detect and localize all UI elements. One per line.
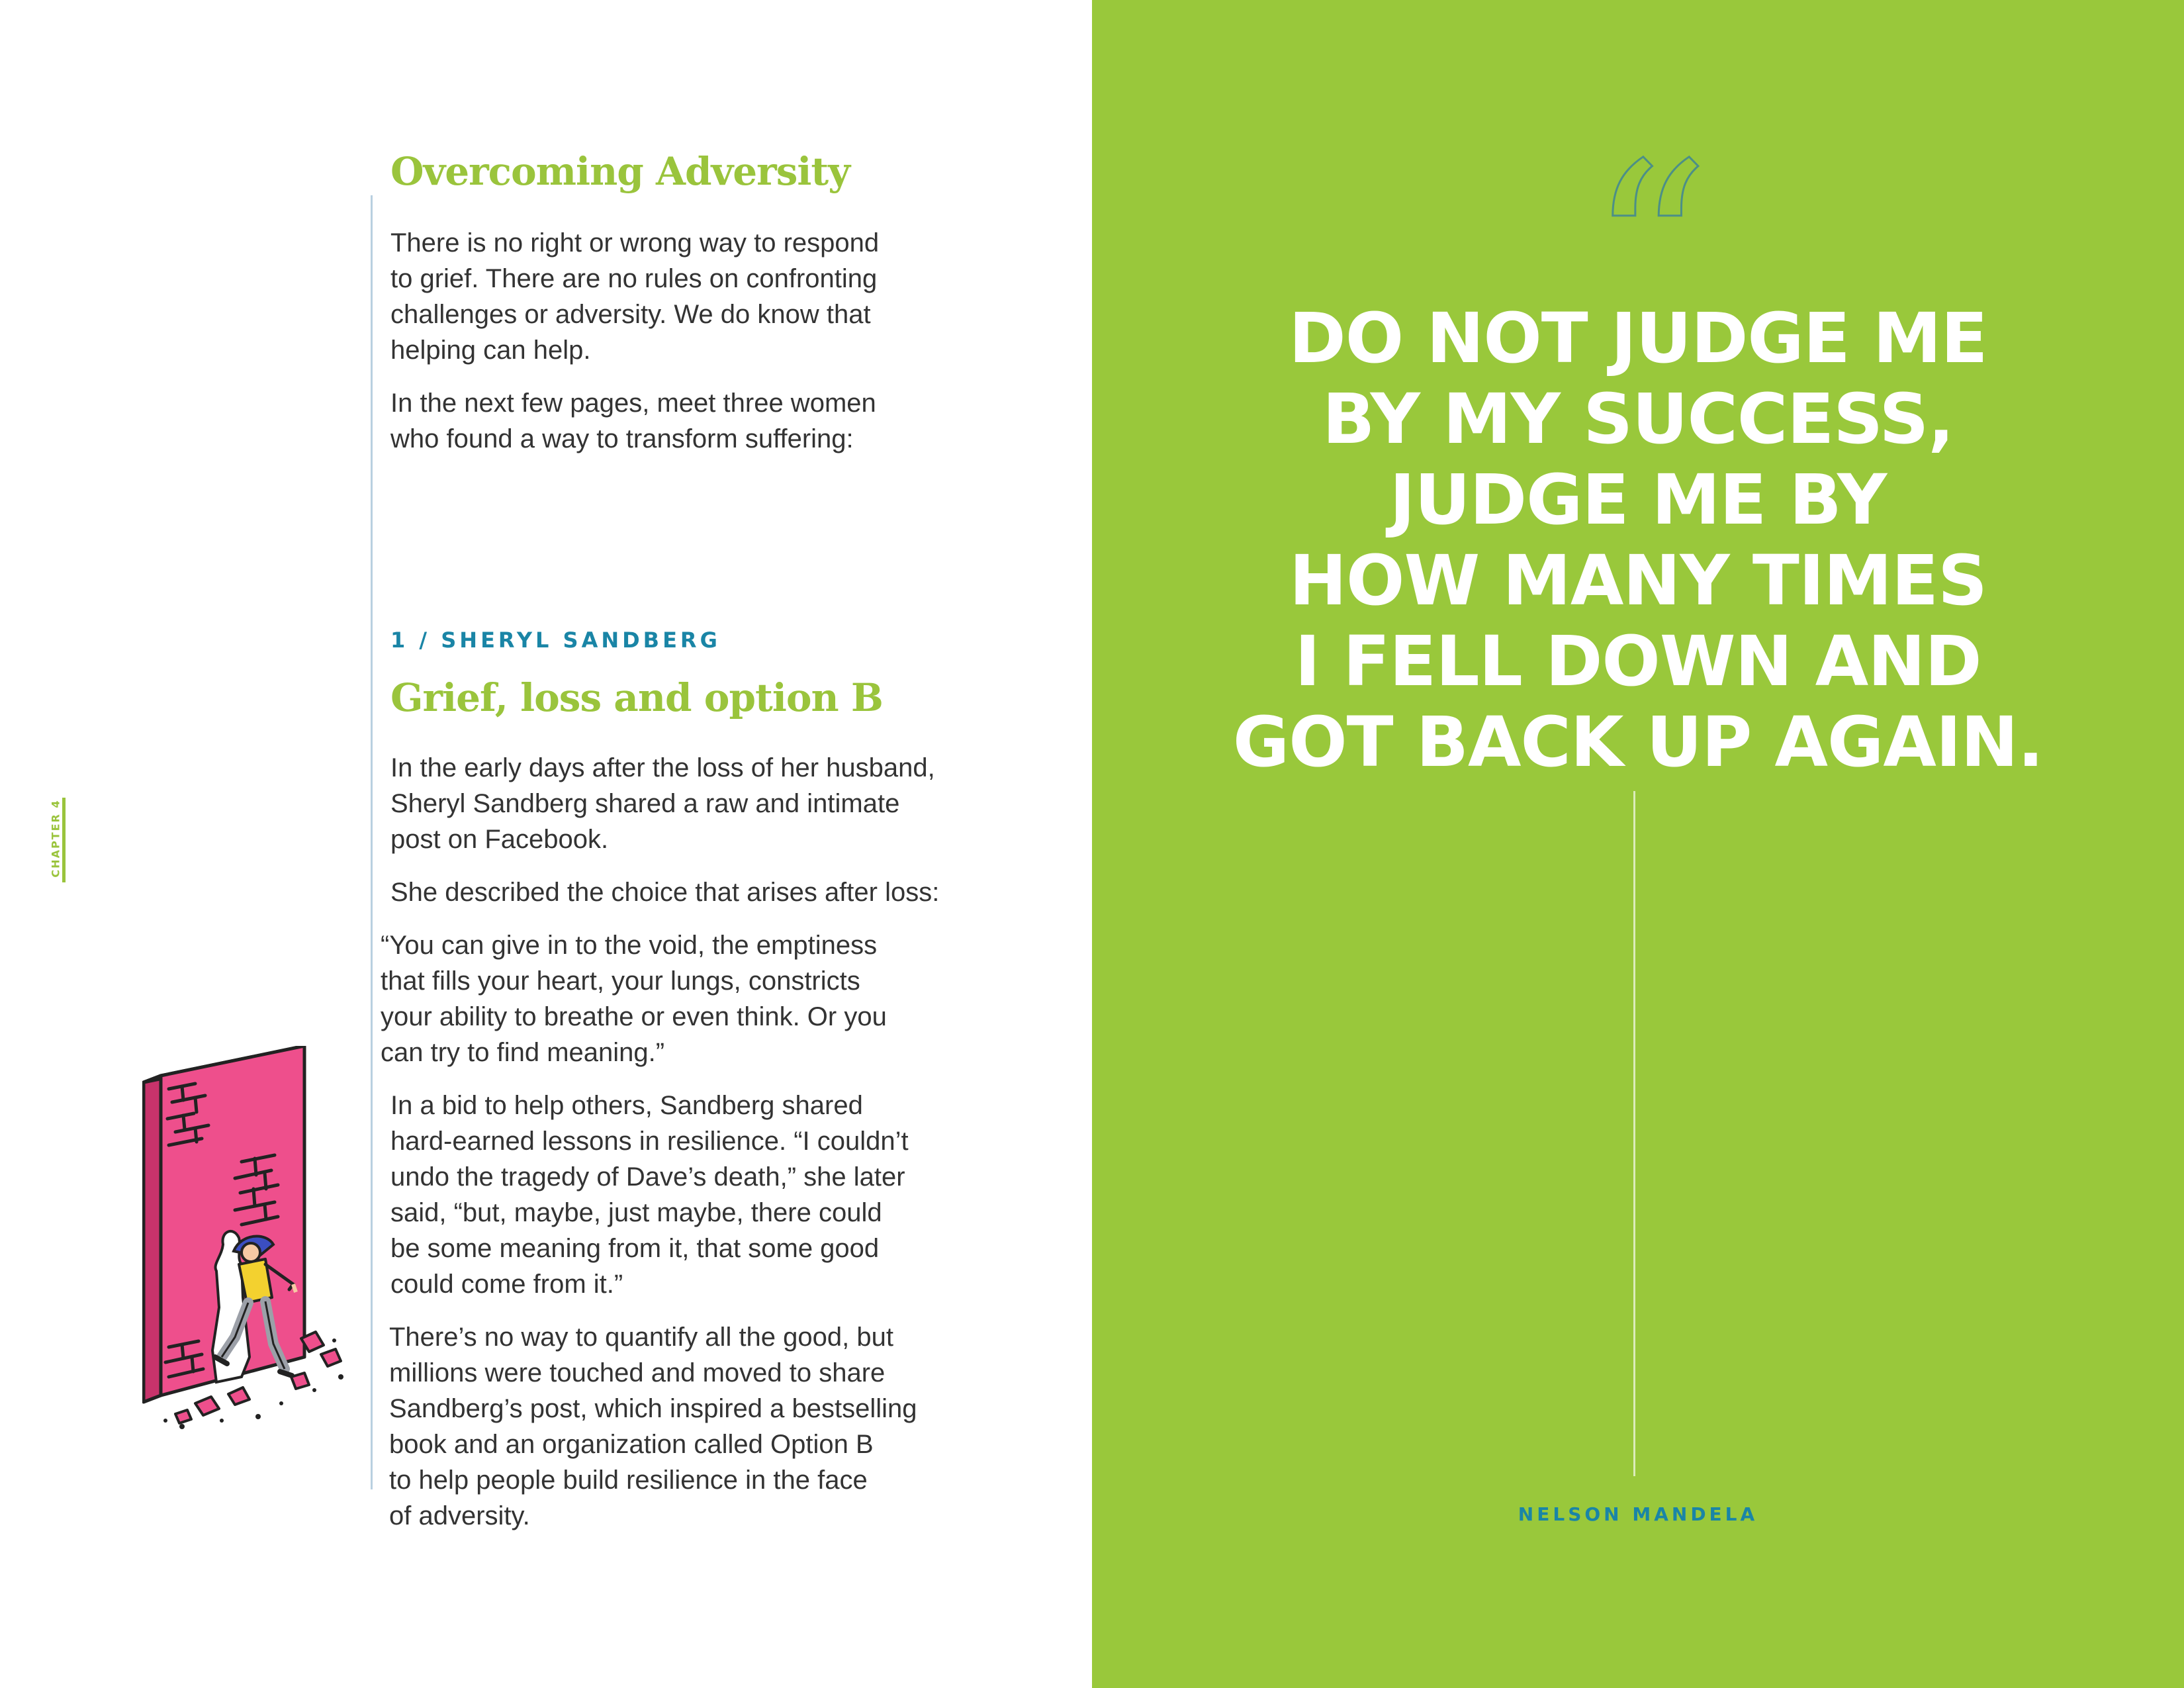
- chapter-label: CHAPTER 4: [49, 799, 62, 878]
- brick-wall-illustration: [142, 1046, 364, 1433]
- profile-heading: Grief, loss and option B: [390, 675, 883, 720]
- section-heading: Overcoming Adversity: [390, 149, 850, 194]
- profile-paragraph: There’s no way to quantify all the good, but millions were touched and moved to share Sandberg’s post, which inspired a bestselling book and an organization called Option B to help people build resilience in the face of adversity.: [389, 1323, 917, 1530]
- section-paragraph: There is no right or wrong way to respond to grief. There are no rules on confronting challenges or adversity. We do know that helping can help.: [390, 228, 880, 365]
- profile-paragraph: In the early days after the loss of her husband, Sheryl Sandberg shared a raw and intimate post on Facebook.: [390, 753, 935, 854]
- quote-attribution: NELSON MANDELA: [1518, 1503, 1758, 1525]
- left-rule: [371, 195, 373, 1489]
- quote-mark-icon: “: [1588, 113, 1711, 390]
- profile-kicker: 1 / SHERYL SANDBERG: [390, 628, 721, 653]
- chapter-bar: [62, 798, 66, 882]
- profile-paragraph: In a bid to help others, Sandberg shared hard-earned lessons in resilience. “I couldn’t undo the tragedy of Dave’s death,” she later said, “but, maybe, just maybe, there could be some meaning from it, that some good could come from it.”: [390, 1091, 909, 1299]
- quote-panel: [1092, 0, 2184, 1688]
- quote-text: DO NOT JUDGE ME BY MY SUCCESS, JUDGE ME BY HOW MANY TIMES I FELL DOWN AND GOT BACK UP AGAIN.: [1232, 298, 2044, 782]
- profile-paragraph: She described the choice that arises after loss:: [390, 878, 940, 907]
- chapter-tab: [42, 798, 62, 882]
- section-paragraph: In the next few pages, meet three women who found a way to transform suffering:: [390, 389, 876, 453]
- quote-divider: [1633, 791, 1635, 1476]
- pull-quote-paragraph: “You can give in to the void, the emptiness that fills your heart, your lungs, constricts your ability to breathe or even think. Or you can try to find meaning.”: [381, 931, 887, 1067]
